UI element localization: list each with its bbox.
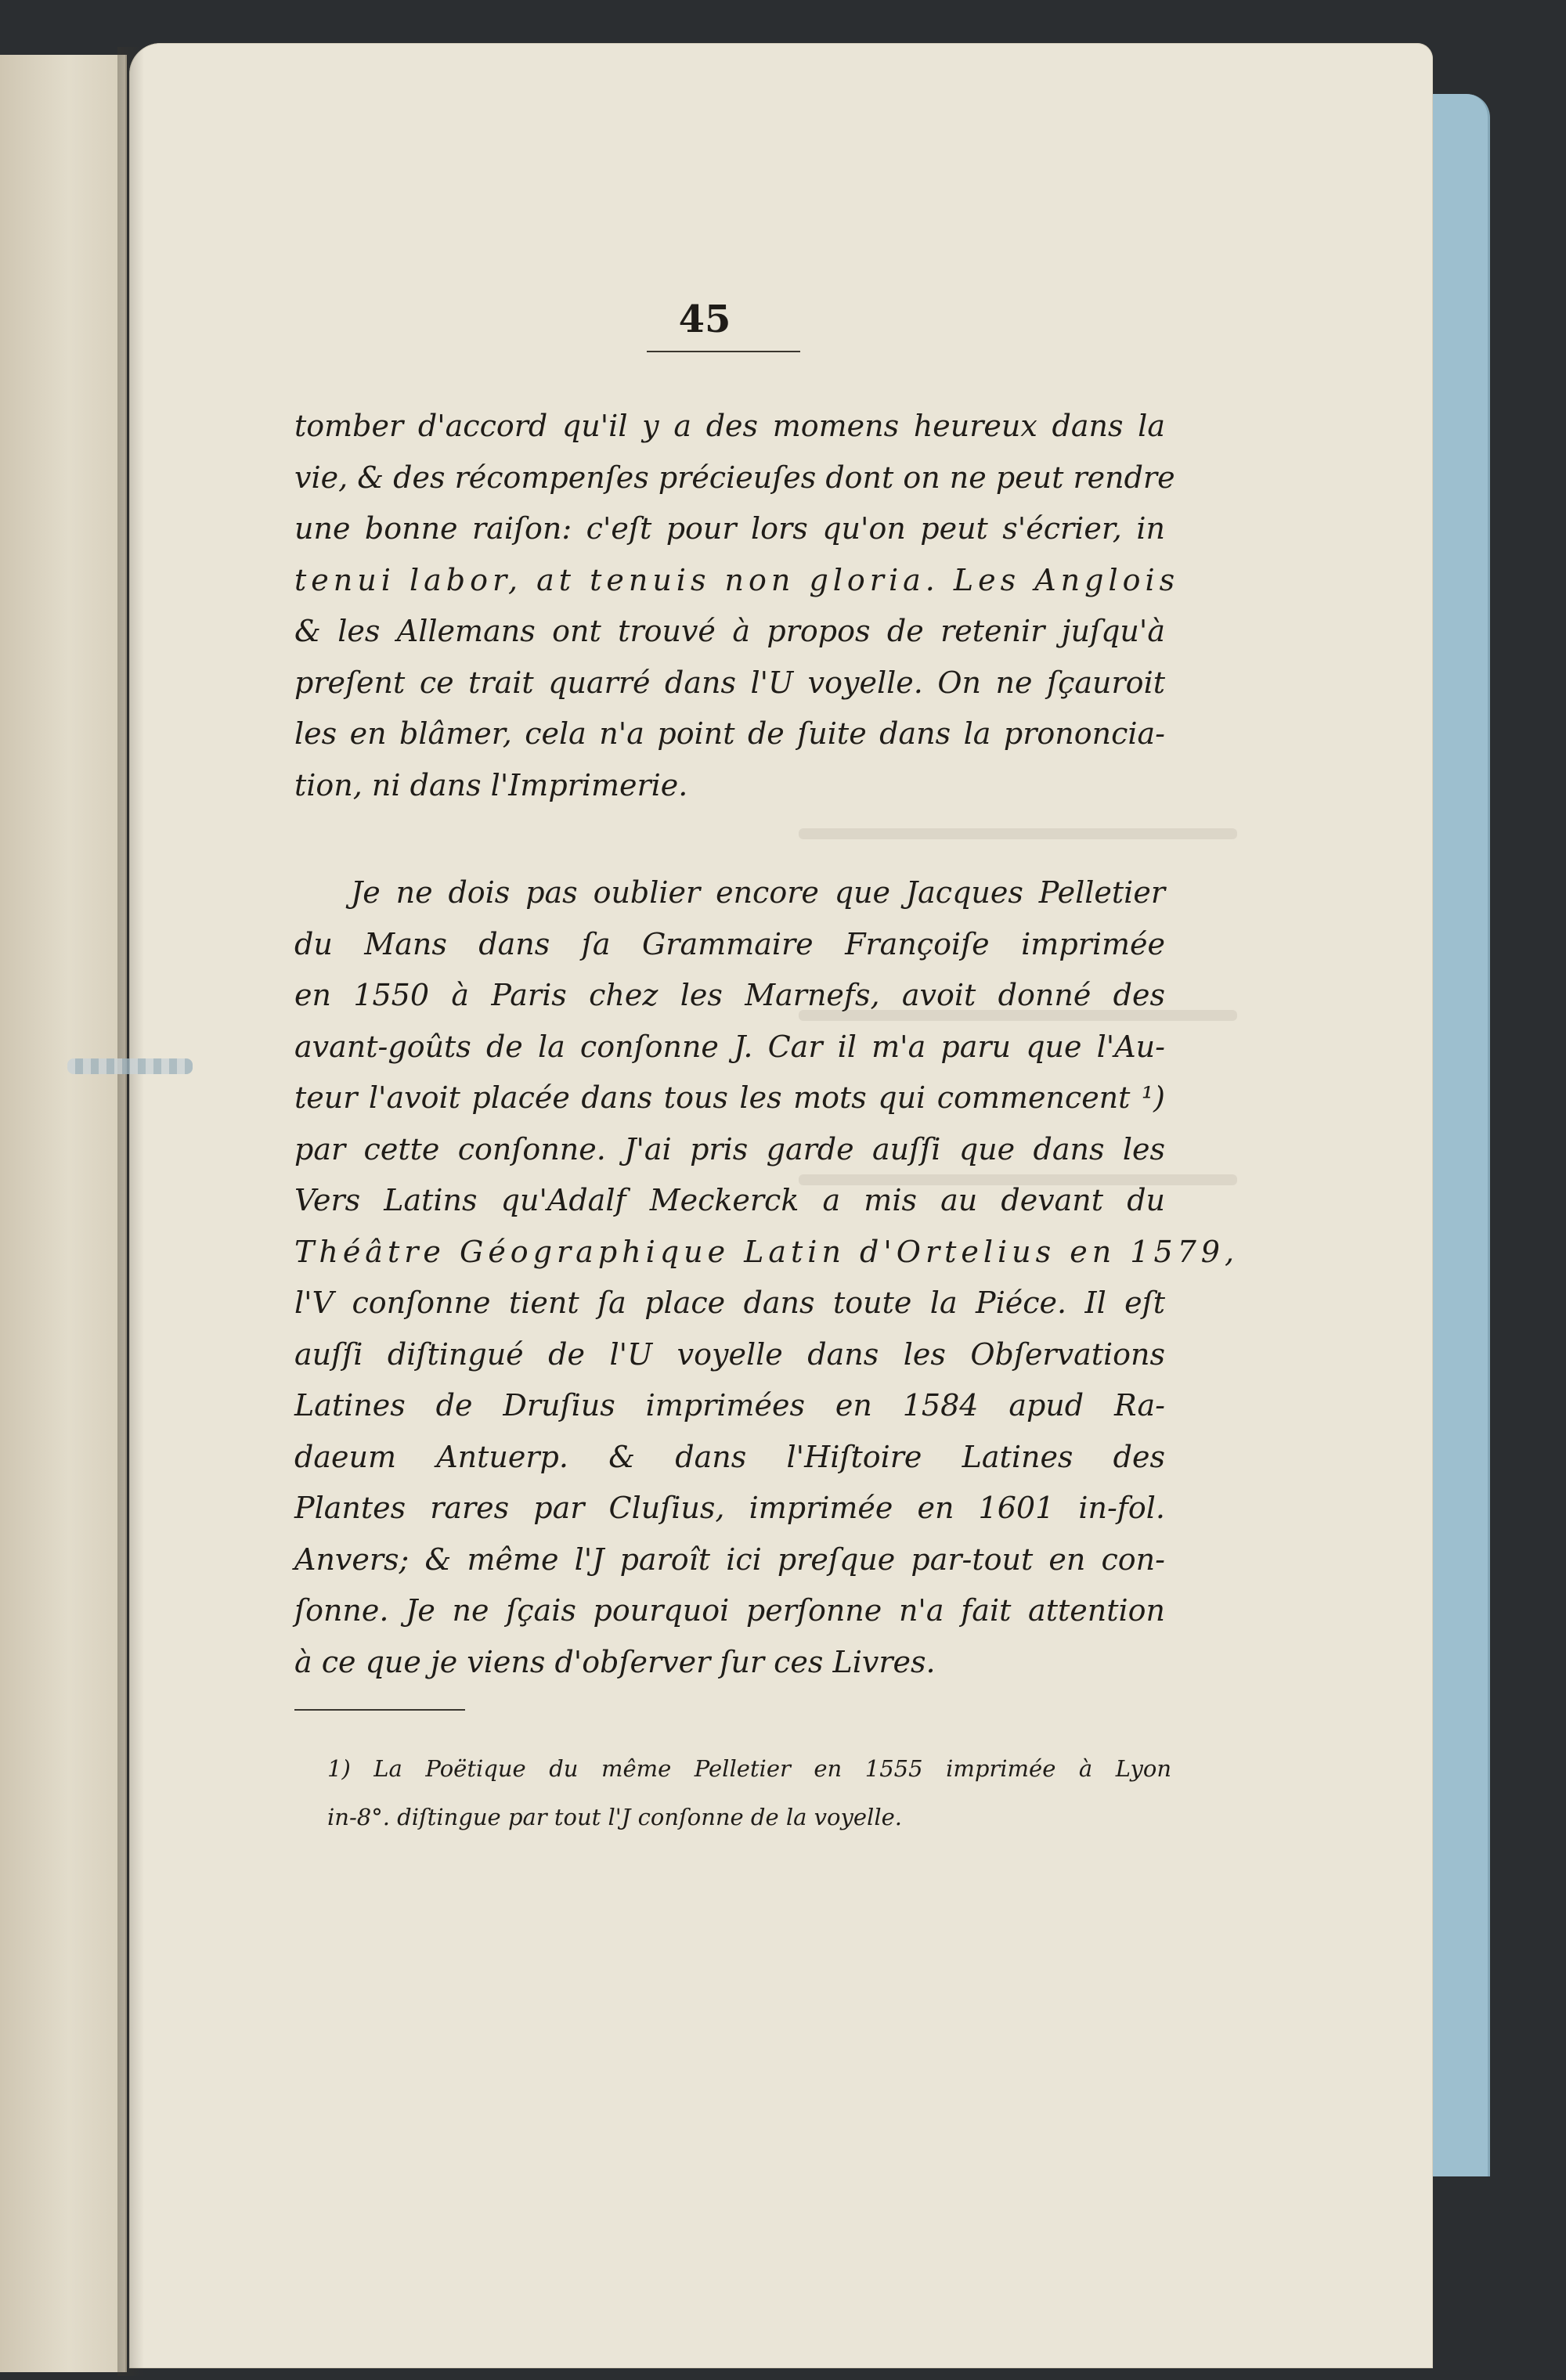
text-line: à ce que je viens d'obſerver ſur ces Livres. bbox=[294, 1644, 936, 1679]
text-line: & les Allemans ont trouvé à propos de retenir juſqu'à bbox=[294, 614, 1165, 648]
text-line: tenui labor, at tenuis non gloria. Les Anglois bbox=[294, 562, 1180, 597]
text-line: Je ne dois pas oublier encore que Jacques Pelletier bbox=[351, 875, 1165, 910]
text-line: les en blâmer, cela n'a point de ſuite dans la prononcia- bbox=[294, 716, 1165, 751]
footnote bbox=[327, 1744, 1171, 1841]
footnote-rule bbox=[294, 1709, 465, 1711]
text-line: teur l'avoit placée dans tous les mots qui commencent ¹) bbox=[294, 1080, 1165, 1115]
header-rule bbox=[647, 351, 800, 352]
text-line: Anvers; & même l'J paroît ici preſque par-tout en con- bbox=[294, 1542, 1165, 1577]
gutter-shadow bbox=[117, 47, 144, 2376]
text-line: en 1550 à Paris chez les Marnefs, avoit donné des bbox=[294, 978, 1165, 1012]
text-line: par cette conſonne. J'ai pris garde auſſi que dans les bbox=[294, 1131, 1165, 1167]
text-line: avant-goûts de la conſonne J. Car il m'a paru que l'Au- bbox=[294, 1029, 1165, 1064]
text-line: ſonne. Je ne ſçais pourquoi perſonne n'a fait attention bbox=[294, 1593, 1165, 1628]
paragraph-1 bbox=[294, 401, 1180, 811]
text-line: l'V conſonne tient ſa place dans toute la Piéce. Il eſt bbox=[294, 1286, 1165, 1320]
bleed-through-mark bbox=[799, 828, 1237, 839]
page-number: 45 bbox=[678, 298, 731, 341]
text-line: Plantes rares par Cluſius, imprimée en 1601 in-fol. bbox=[294, 1491, 1165, 1525]
footnote-line: in-8°. diſtingue par tout l'J conſonne de la voyelle. bbox=[327, 1804, 902, 1830]
left-page-edge bbox=[0, 55, 127, 2372]
binding-stitch bbox=[67, 1058, 193, 1074]
text-line: auſſi diſtingué de l'U voyelle dans les Obſervations bbox=[294, 1336, 1165, 1372]
text-line: preſent ce trait quarré dans l'U voyelle. On ne ſçauroit bbox=[294, 665, 1165, 700]
text-line: vie, & des récompenſes précieuſes dont on ne peut rendre bbox=[294, 460, 1175, 495]
text-line: une bonne raiſon: c'eſt pour lors qu'on peut s'écrier, in bbox=[294, 511, 1165, 546]
paragraph-2 bbox=[294, 867, 1239, 1688]
text-line: du Mans dans ſa Grammaire Françoiſe imprimée bbox=[294, 926, 1165, 961]
text-line: daeum Antuerp. & dans l'Hiſtoire Latines des bbox=[294, 1439, 1165, 1474]
text-line: Vers Latins qu'Adalf Meckerck a mis au devant du bbox=[294, 1183, 1165, 1217]
footnote-line: 1) La Poëtique du même Pelletier en 1555 imprimée à Lyon bbox=[327, 1755, 1171, 1782]
text-line: tomber d'accord qu'il y a des momens heureux dans la bbox=[294, 409, 1165, 443]
text-line: tion, ni dans l'Imprimerie. bbox=[294, 767, 688, 802]
text-line: Latines de Druſius imprimées en 1584 apud Ra- bbox=[294, 1388, 1165, 1423]
text-line: Théâtre Géographique Latin d'Ortelius en 1579, bbox=[294, 1234, 1239, 1269]
